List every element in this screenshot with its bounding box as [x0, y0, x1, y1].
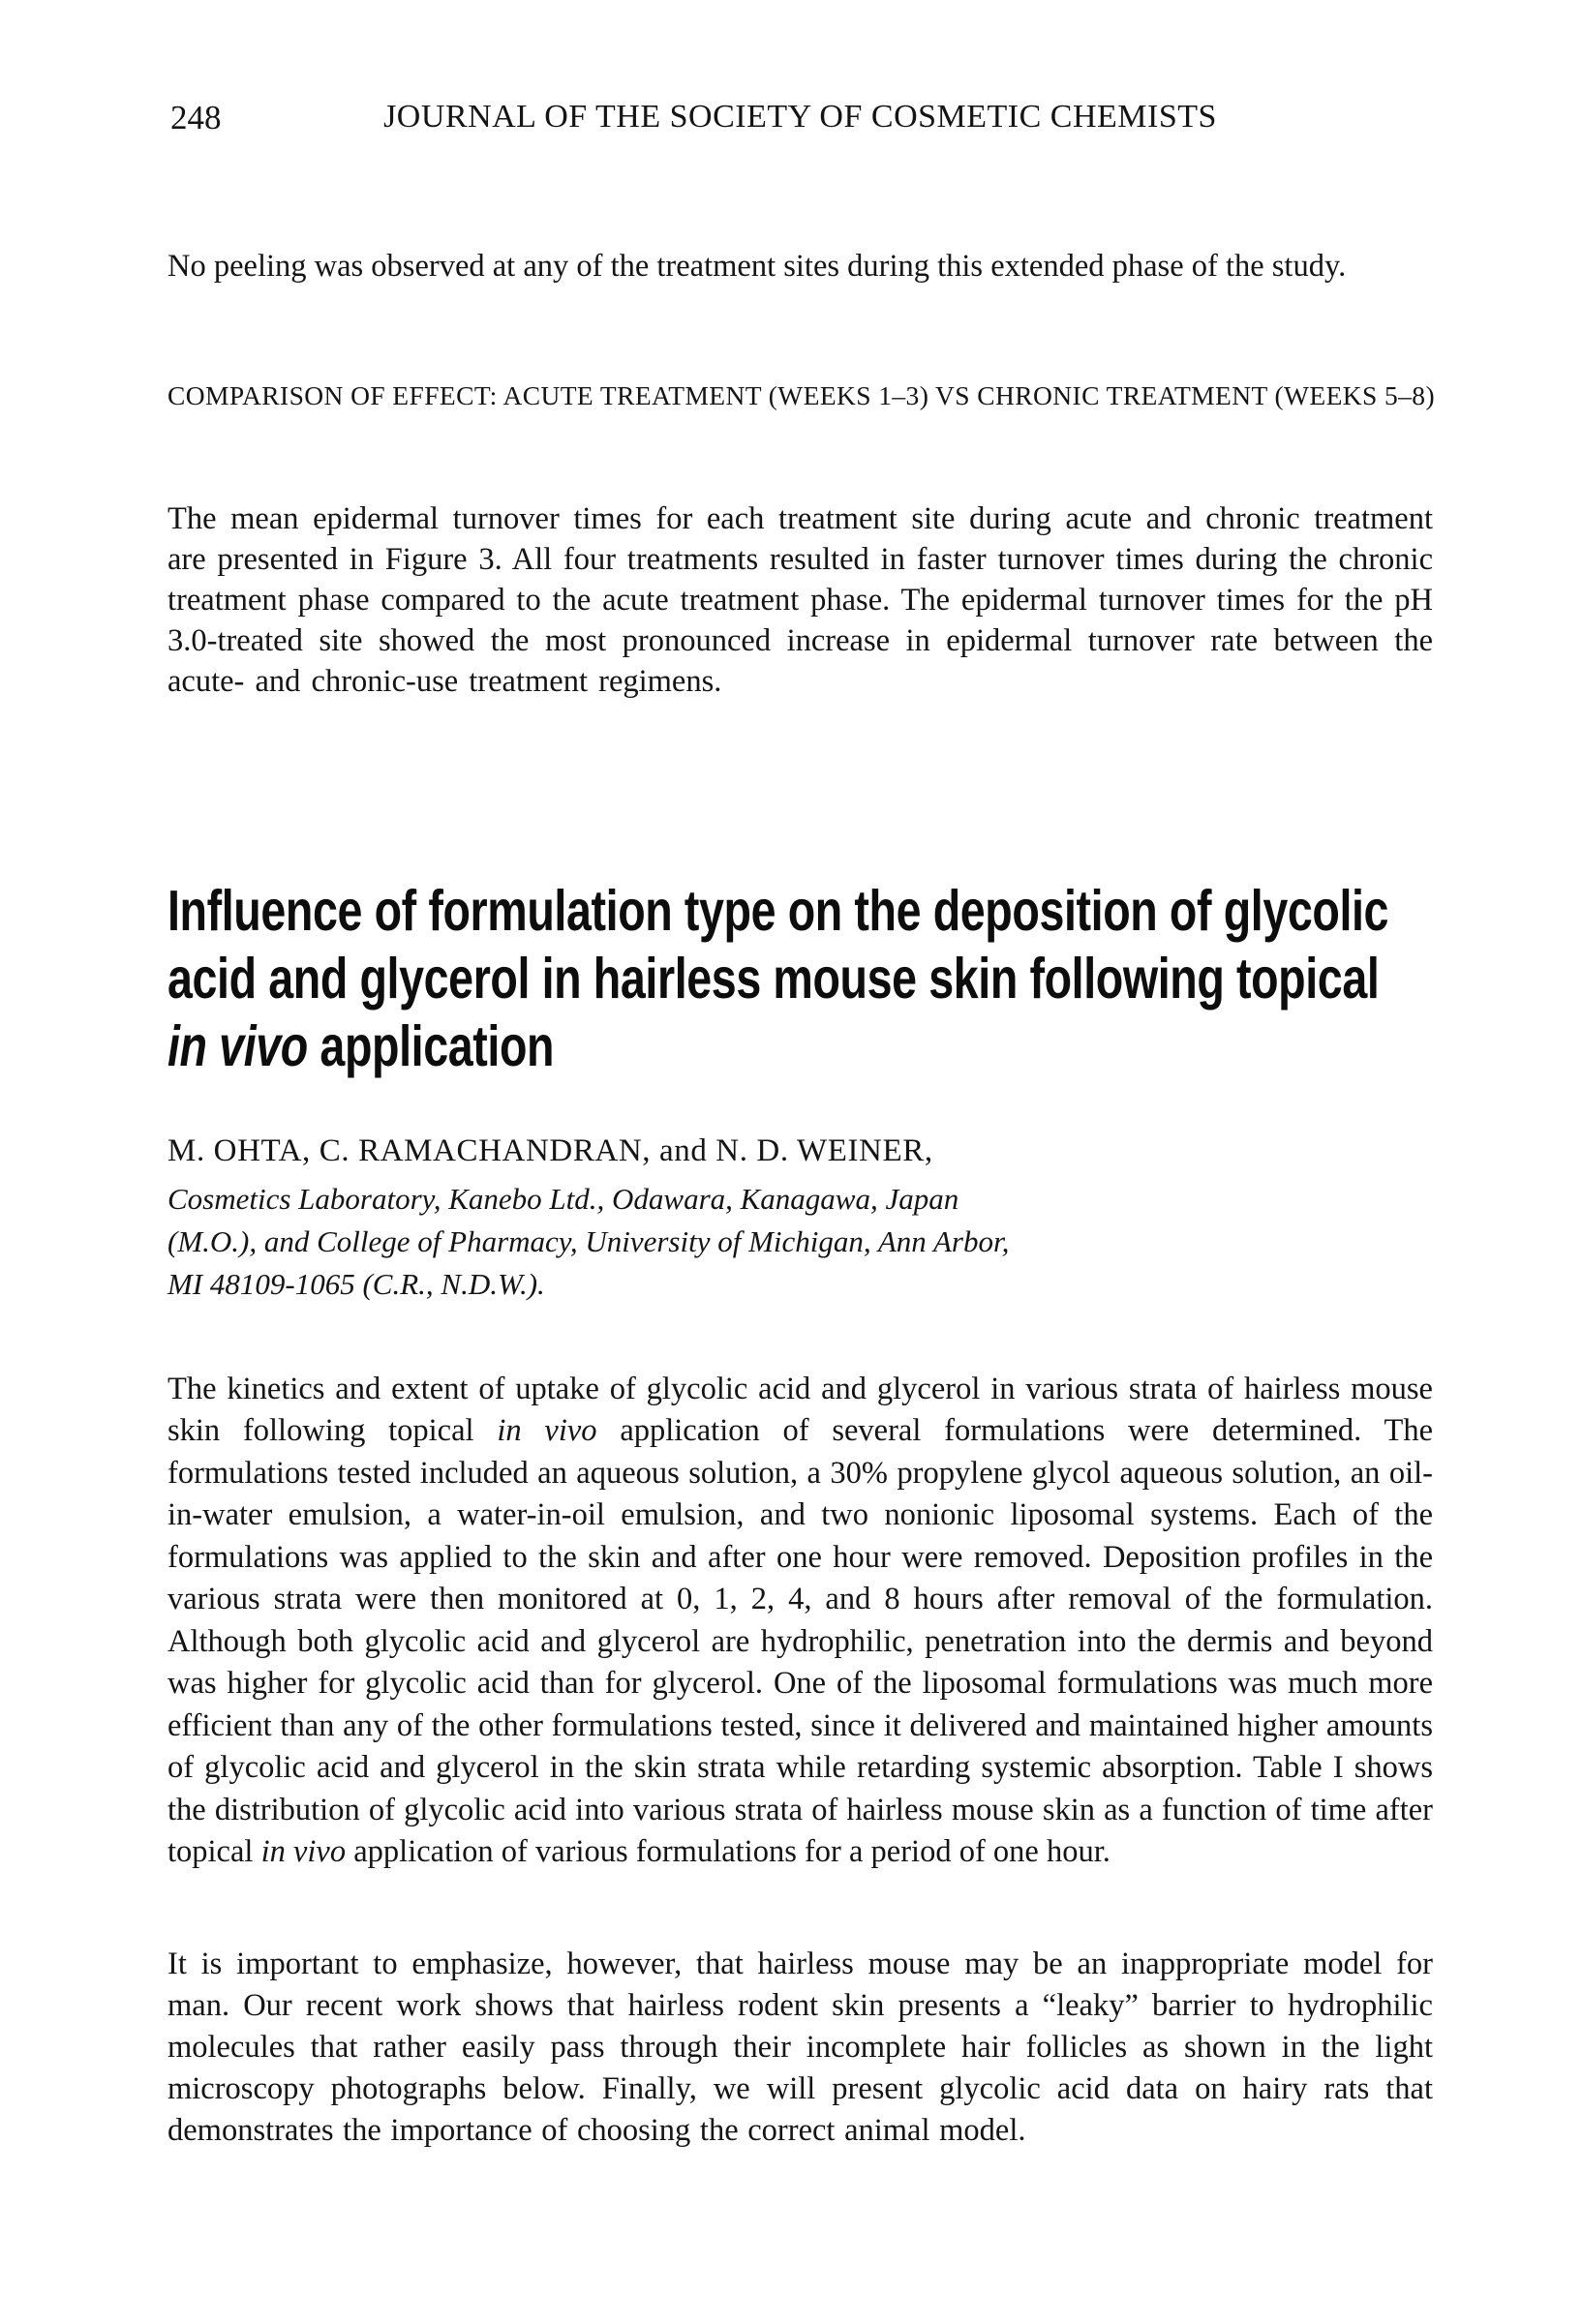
- article-title-line-3: [167, 1012, 1238, 1080]
- article-title: [167, 877, 1523, 1080]
- abstract-paragraph: [167, 1369, 1433, 1874]
- article-title-line-3-rest: application: [307, 1014, 555, 1078]
- section-paragraph: The mean epidermal turnover times for each treatment site during acute and chronic treatment are presented in Figure 3. All four treatments resulted in faster turnover times during the chronic treatment phase compared to the acute treatment phase. The epidermal turnover times for the pH 3.0-treated site showed the most pronounced increase in epidermal turnover rate between the acute- and chronic-use treatment regimens.: [167, 500, 1433, 699]
- abstract-segment-1: The kinetics and extent of uptake of glycolic acid and glycerol in various strata of hairless mouse skin following topical: [167, 1371, 1433, 1448]
- affiliation-line-1: Cosmetics Laboratory, Kanebo Ltd., Odawara, Kanagawa, Japan: [167, 1182, 959, 1216]
- closing-paragraph: It is important to emphasize, however, that hairless mouse may be an inappropriate model for man. Our recent work shows that hairless rodent skin presents a “leaky” barrier to hydrophilic molecules that rather easily pass through their incomplete hair follicles as shown in the light microscopy photographs below. Finally, we will present glycolic acid data on hairy rats that demonstrates the importance of choosing the correct animal model.: [167, 1946, 1433, 2148]
- abstract-segment-3: application of various formulations for a period of one hour.: [346, 1834, 1110, 1869]
- running-header-title: JOURNAL OF THE SOCIETY OF COSMETIC CHEMISTS: [383, 99, 1217, 135]
- authors-line: M. OHTA, C. RAMACHANDRAN, and N. D. WEINER,: [167, 1133, 933, 1168]
- article-title-line-2: acid and glycerol in hairless mouse skin following topical: [167, 947, 1380, 1011]
- in-vivo-italic-abstract-1: in vivo: [497, 1413, 597, 1448]
- affiliation-line-3: MI 48109-1065 (C.R., N.D.W.).: [167, 1267, 545, 1301]
- abstract-segment-2: application of several formulations were determined. The formulations tested included an aqueous solution, a 30% propylene glycol aqueous solution, an oil-in-water emulsion, a water-in-oil emulsion, and two nonionic liposomal systems. Each of the formulations was applied to the skin and after one hour were removed. Deposition profiles in the various strata were then monitored at 0, 1, 2, 4, and 8 hours after removal of the formulation. Although both glycolic acid and glycerol are hydrophilic, penetration into the dermis and beyond was higher for glycolic acid than for glycerol. One of the liposomal formulations was much more efficient than any of the other formulations tested, since it delivered and maintained higher amounts of glycolic acid and glycerol in the skin strata while retarding systemic absorption. Table I shows the distribution of glycolic acid into various strata of hairless mouse skin as a function of time after topical: [167, 1413, 1433, 1869]
- affiliation-line-2: (M.O.), and College of Pharmacy, University of Michigan, Ann Arbor,: [167, 1224, 1010, 1258]
- in-vivo-italic-abstract-2: in vivo: [260, 1834, 347, 1869]
- affiliation-block: [167, 1178, 1433, 1306]
- in-vivo-italic-title: in vivo: [167, 1014, 308, 1078]
- page-number: 248: [170, 99, 222, 136]
- article-title-line-1: Influence of formulation type on the deposition of glycolic: [167, 879, 1389, 943]
- section-heading: COMPARISON OF EFFECT: ACUTE TREATMENT (WEEKS 1–3) VS CHRONIC TREATMENT (WEEKS 5–8): [167, 380, 1435, 410]
- intro-paragraph: No peeling was observed at any of the treatment sites during this extended phase of the study.: [167, 248, 1347, 284]
